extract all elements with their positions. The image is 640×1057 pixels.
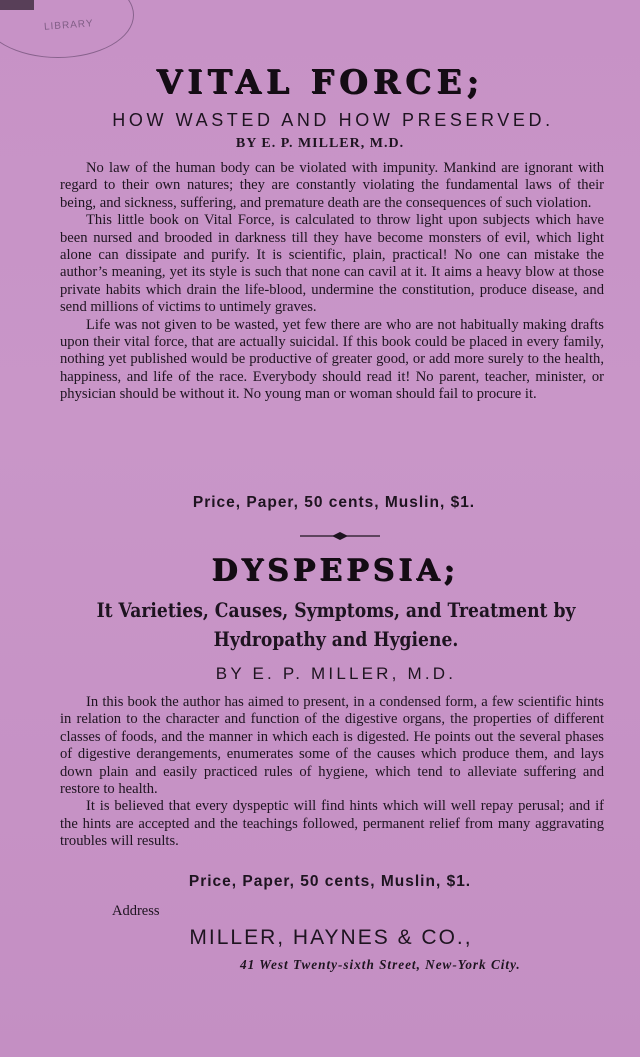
publisher-name: MILLER, HAYNES & CO., xyxy=(189,926,473,949)
dyspepsia-byline: BY E. P. MILLER, M.D. xyxy=(215,664,457,683)
vital-force-paragraph: Life was not given to be wasted, yet few there are who are not habitually making drafts upon their vital force, that are actually suicidal. If this book could be placed in every family, nothing yet published would be productive of greater good, or add more surely to the health, happiness, and life of the race. Everybody should read it! No parent, teacher, minister, or physician should be without it. No young man or woman should fail to procure it. xyxy=(60,316,604,403)
vital-force-price: Price, Paper, 50 cents, Muslin, $1. xyxy=(192,494,476,511)
vital-force-description xyxy=(60,160,604,404)
dyspepsia-paragraph: In this book the author has aimed to present, in a condensed form, a few scientific hints in relation to the character and function of the digestive organs, the properties of different classes of foods, and the manner in which each is digested. He points out the several phases of digestive derangements, enumerates some of the causes which produce them, and lays down plain and easily practiced rules of hygiene, which tend to alleviate suffering and restore to health. xyxy=(60,694,604,798)
dyspepsia-heading: It Varieties, Causes, Symptoms, and Treatment by Hydropathy and Hygiene. xyxy=(96,599,576,651)
vital-force-paragraph: No law of the human body can be violated with impunity. Mankind are ignorant with regard to their own natures; they are constantly violating the fundamental laws of their being, and sickness, suffering, and premature death are the consequences of such violation. xyxy=(60,160,604,211)
dyspepsia-description xyxy=(60,694,604,851)
ornamental-divider xyxy=(300,531,380,541)
library-stamp-text: LIBRARY xyxy=(43,18,94,33)
vital-force-byline: BY E. P. MILLER, M.D. xyxy=(235,136,405,151)
vital-force-paragraph: This little book on Vital Force, is calculated to throw light upon subjects which have been nursed and brooded in darkness till they have become monsters of evil, which light alone can dissipate and purify. It is scientific, plain, practical! No one can mistake the author’s meaning, yet its style is such that none can cavil at it. It aims a heavy blow at those private habits which drain the life-blood, undermine the constitution, produce disease, and send millions of victims to untimely graves. xyxy=(60,212,604,316)
vital-force-title: VITAL FORCE; xyxy=(156,62,484,101)
dyspepsia-title: DYSPEPSIA; xyxy=(211,553,459,588)
address-label: Address xyxy=(112,903,160,919)
publisher-street: 41 West Twenty-sixth Street, New-York City. xyxy=(240,957,521,972)
dyspepsia-paragraph: It is believed that every dyspeptic will find hints which will well repay perusal; and if the hints are accepted and the teachings followed, permanent relief from many aggravating troubles will results. xyxy=(60,798,604,850)
dyspepsia-price: Price, Paper, 50 cents, Muslin, $1. xyxy=(188,873,472,890)
vital-force-subtitle: HOW WASTED AND HOW PRESERVED. xyxy=(112,110,554,130)
